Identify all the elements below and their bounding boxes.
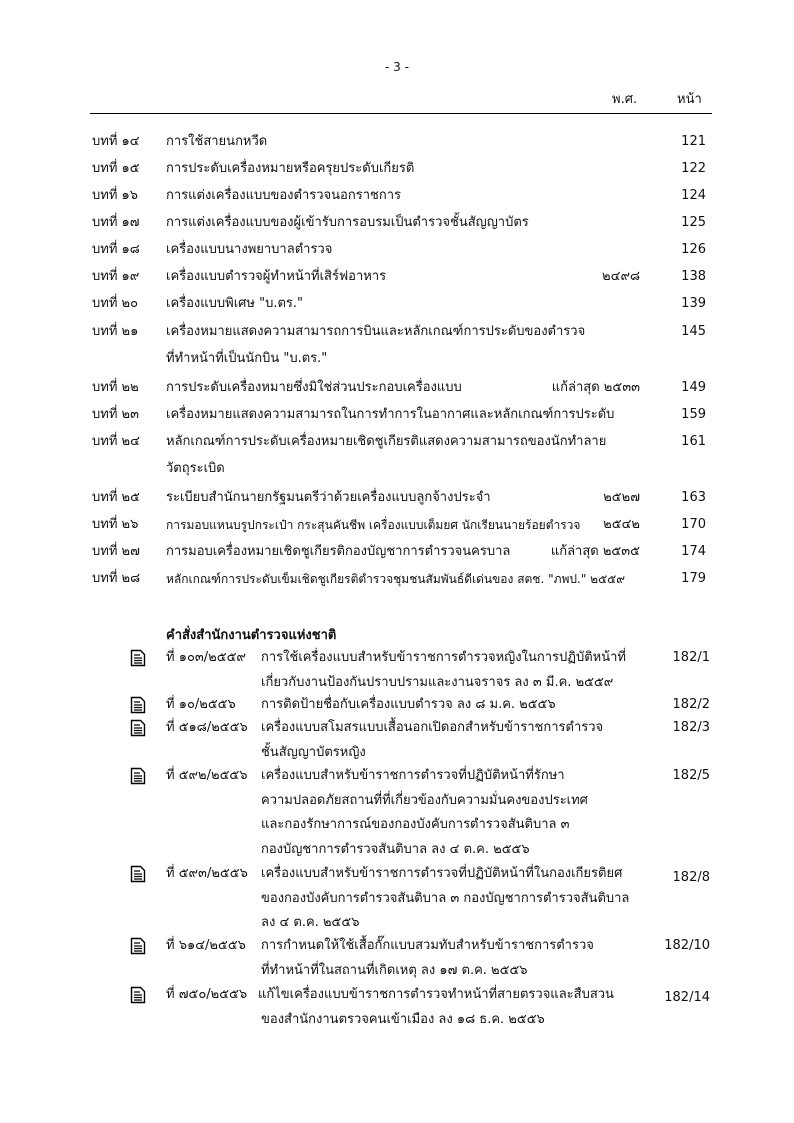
chapter-row: [92, 265, 706, 289]
chapter-row: [92, 320, 706, 366]
chapter-title: ระเบียบสำนักนายกรัฐมนตรีว่าด้วยเครื่องแบบลูกจ้างประจำ: [166, 490, 491, 505]
chapter-label: บทที่ ๑๘: [92, 242, 140, 257]
chapter-title: การใช้สายนกหวีด: [166, 134, 268, 149]
order-title-line: การกำหนดให้ใช้เสื้อกั๊กแบบสวมทับสำหรับข้าราชการตำรวจ: [261, 938, 594, 953]
chapter-title: การมอบแหนบรูปกระเป๋า กระสุนคันชีพ เครื่องแบบเต็มยศ นักเรียนนายร้อยตำรวจ: [166, 518, 581, 532]
order-title-line: กองบัญชาการตำรวจสันติบาล ลง ๔ ต.ค. ๒๕๕๖: [261, 841, 530, 857]
chapter-page: 149: [681, 380, 706, 395]
order-number: ที่ ๕๙๒/๒๕๕๖: [166, 768, 248, 783]
chapter-title: เครื่องหมายแสดงความสามารถการบินและหลักเกณฑ์การประดับของตำรวจ: [166, 324, 586, 339]
chapter-label: บทที่ ๒๔: [92, 434, 140, 449]
order-title-line: และกองรักษาการณ์ของกองบังคับการตำรวจสันติบาล ๓: [261, 817, 570, 832]
order-page: 182/3: [672, 720, 710, 735]
chapter-title: การแต่งเครื่องแบบของตำรวจนอกราชการ: [166, 188, 401, 203]
chapter-title: หลักเกณฑ์การประดับเครื่องหมายเชิดชูเกียรติแสดงความสามารถของนักทำลาย: [166, 434, 607, 449]
order-title-line: แก้ไขเครื่องแบบข้าราชการตำรวจทำหน้าที่สายตรวจและสืบสวน: [258, 987, 614, 1002]
chapter-label: บทที่ ๒๖: [92, 517, 139, 532]
order-title-line: ชั้นสัญญาบัตรหญิง: [261, 744, 366, 760]
chapter-page: 174: [681, 544, 706, 559]
document-icon: [130, 865, 146, 883]
order-number: ที่ ๕๙๓/๒๕๕๖: [166, 866, 248, 881]
chapter-page: 163: [681, 490, 706, 505]
chapter-page: 122: [681, 161, 706, 176]
chapter-row: [92, 157, 706, 181]
document-icon: [130, 767, 146, 785]
chapter-year: ๒๕๔๒: [603, 517, 640, 532]
orders-section-title: คำสั่งสำนักงานตำรวจแห่งชาติ: [166, 628, 337, 643]
order-number: ที่ ๑๐/๒๕๕๖: [166, 697, 236, 712]
order-title-line: เครื่องแบบสำหรับข้าราชการตำรวจที่ปฏิบัติหน้าที่ในกองเกียรติยศ: [261, 866, 623, 881]
order-page: 182/2: [672, 697, 710, 712]
chapter-title: การประดับเครื่องหมายหรือครุยประดับเกียรติ: [166, 161, 415, 176]
order-number: ที่ ๑๐๓/๒๕๕๙: [166, 650, 246, 665]
chapter-title-continued: วัตถุระเบิด: [166, 461, 225, 476]
chapter-page: 125: [681, 215, 706, 230]
chapter-title: การประดับเครื่องหมายซึ่งมิใช่ส่วนประกอบเครื่องแบบ: [166, 380, 462, 395]
chapter-label: บทที่ ๑๗: [92, 215, 140, 230]
chapter-label: บทที่ ๑๖: [92, 188, 139, 203]
chapter-page: 124: [681, 188, 706, 203]
chapter-label: บทที่ ๒๑: [92, 324, 139, 339]
document-icon: [130, 937, 146, 955]
chapter-page: 179: [681, 571, 706, 586]
document-icon: [130, 649, 146, 667]
chapter-row: [92, 130, 706, 154]
chapter-title: การแต่งเครื่องแบบของผู้เข้ารับการอบรมเป็นตำรวจชั้นสัญญาบัตร: [166, 215, 529, 230]
order-page: 182/10: [664, 938, 710, 953]
document-icon: [130, 696, 146, 714]
document-icon: [130, 986, 146, 1004]
chapter-label: บทที่ ๑๔: [92, 134, 140, 149]
order-number: ที่ ๖๑๔/๒๕๕๖: [166, 938, 246, 953]
chapter-title-continued: ที่ทำหน้าที่เป็นนักบิน "บ.ตร.": [166, 351, 328, 366]
chapter-title: เครื่องแบบตำรวจผู้ทำหน้าที่เสิร์ฟอาหาร: [166, 269, 387, 284]
header-page-label: หน้า: [677, 92, 702, 107]
chapter-year: ๒๕๒๗: [603, 490, 640, 505]
chapter-year: ๒๔๙๘: [602, 269, 640, 284]
chapter-label: บทที่ ๒๕: [92, 490, 140, 505]
chapter-label: บทที่ ๒๒: [92, 380, 139, 395]
chapter-page: 138: [681, 269, 706, 284]
order-number: ที่ ๗๕๐/๒๕๕๖: [166, 987, 248, 1002]
order-title-line: ลง ๔ ต.ค. ๒๕๕๖: [261, 915, 360, 930]
chapter-page: 159: [681, 407, 706, 422]
order-title-line: เกี่ยวกับงานป้องกันปราบปรามและงานจราจร ลง ๓ มี.ค. ๒๕๕๙: [261, 674, 614, 690]
chapter-label: บทที่ ๒๐: [92, 296, 139, 311]
order-page: 182/1: [672, 650, 710, 665]
chapter-row: [92, 486, 706, 510]
chapter-row: [92, 238, 706, 262]
order-title-line: เครื่องแบบสำหรับข้าราชการตำรวจที่ปฏิบัติหน้าที่รักษา: [261, 768, 565, 783]
chapter-title: เครื่องหมายแสดงความสามารถในการทำการในอากาศและหลักเกณฑ์การประดับ: [166, 407, 615, 422]
order-title-line: การใช้เครื่องแบบสำหรับข้าราชการตำรวจหญิงในการปฏิบัติหน้าที่: [261, 650, 626, 665]
order-title-line: เครื่องแบบสโมสรแบบเสื้อนอกเปิดอกสำหรับข้าราชการตำรวจ: [261, 720, 604, 735]
order-title-line: การติดป้ายชื่อกับเครื่องแบบตำรวจ ลง ๘ ม.ค. ๒๕๕๖: [261, 697, 556, 712]
chapter-row: [92, 540, 706, 564]
chapter-label: บทที่ ๒๓: [92, 407, 139, 422]
chapter-page: 170: [681, 517, 706, 532]
header-divider: [90, 113, 712, 114]
chapter-page: 139: [681, 296, 706, 311]
chapter-label: บทที่ ๑๕: [92, 161, 140, 176]
chapter-page: 126: [681, 242, 706, 257]
chapter-row: [92, 513, 706, 537]
chapter-row: [92, 567, 706, 591]
chapter-row: [92, 403, 706, 427]
order-page: 182/5: [672, 768, 710, 783]
order-page: 182/8: [672, 870, 710, 885]
order-title-line: ของกองบังคับการตำรวจสันติบาล ๓ กองบัญชาการตำรวจสันติบาล: [261, 890, 630, 906]
chapter-label: บทที่ ๑๙: [92, 269, 140, 284]
chapter-row: [92, 376, 706, 400]
chapter-label: บทที่ ๒๘: [92, 571, 141, 586]
header-year-label: พ.ศ.: [612, 92, 638, 107]
chapter-title: เครื่องแบบพิเศษ "บ.ตร.": [166, 296, 304, 311]
order-page: 182/14: [664, 990, 710, 1005]
order-title-line: ของสำนักงานตรวจคนเข้าเมือง ลง ๑๘ ธ.ค. ๒๕๕๖: [261, 1011, 545, 1027]
page-number: - 3 -: [385, 60, 409, 74]
chapter-title: การมอบเครื่องหมายเชิดชูเกียรติกองบัญชาการตำรวจนครบาล: [166, 544, 511, 559]
chapter-page: 121: [681, 134, 706, 149]
chapter-row: [92, 292, 706, 316]
chapter-row: [92, 184, 706, 208]
chapter-page: 145: [681, 324, 706, 339]
chapter-title: เครื่องแบบนางพยาบาลตำรวจ: [166, 242, 333, 257]
chapter-label: บทที่ ๒๗: [92, 544, 140, 559]
order-number: ที่ ๕๑๘/๒๕๕๖: [166, 720, 248, 735]
chapter-page: 161: [681, 434, 706, 449]
order-title-line: ความปลอดภัยสถานที่ที่เกี่ยวข้องกับความมั่นคงของประเทศ: [261, 792, 588, 808]
chapter-year: แก้ล่าสุด ๒๕๓๓: [551, 380, 640, 395]
document-icon: [130, 719, 146, 737]
order-title-line: ที่ทำหน้าที่ในสถานที่เกิดเหตุ ลง ๑๗ ต.ค. ๒๕๕๖: [261, 962, 528, 978]
chapter-row: [92, 430, 706, 476]
chapter-title: หลักเกณฑ์การประดับเข็มเชิดชูเกียรติตำรวจชุมชนสัมพันธ์ดีเด่นของ สตช. "ภพป." ๒๕๕๙: [166, 572, 626, 586]
chapter-row: [92, 211, 706, 235]
chapter-year: แก้ล่าสุด ๒๕๓๕: [550, 544, 640, 559]
